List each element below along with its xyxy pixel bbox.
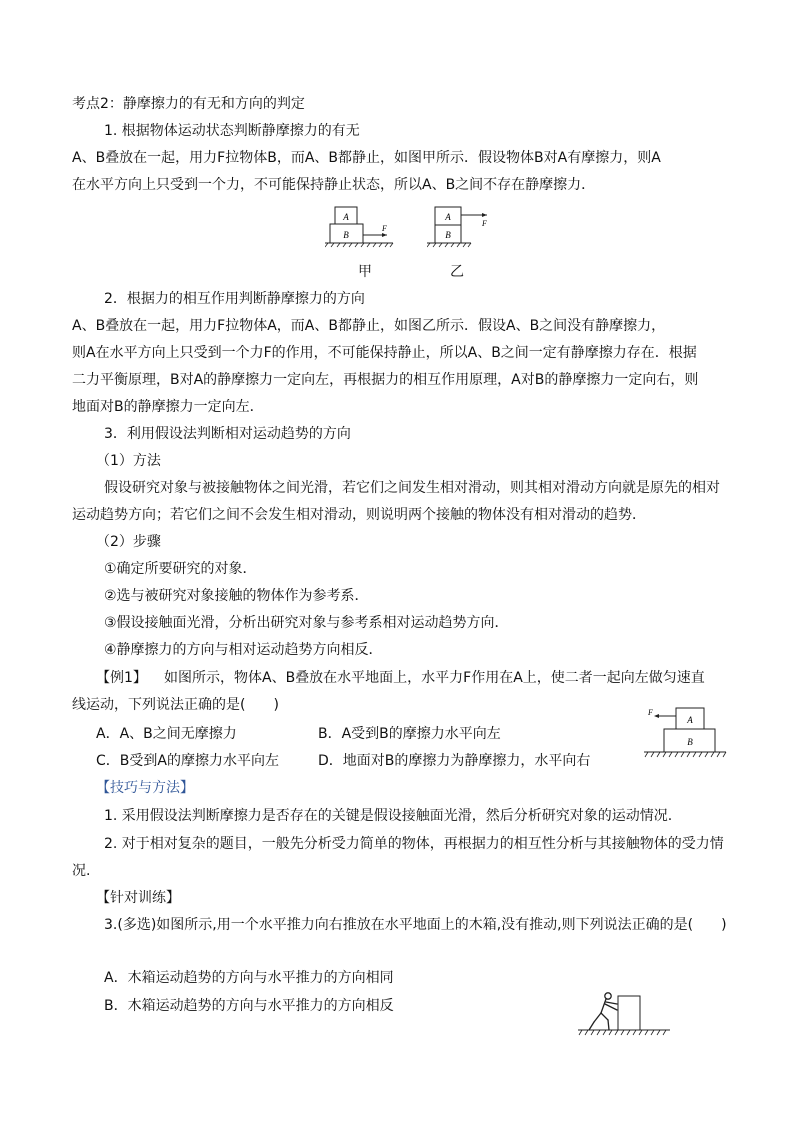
example-tag: 【例1】: [96, 670, 147, 686]
q3-option-b: B．木箱运动趋势的方向与水平推力的方向相反: [104, 998, 394, 1014]
option-a: A．A、B之间无摩擦力: [96, 726, 237, 742]
step-item: ④静摩擦力的方向与相对运动趋势方向相反．: [104, 642, 383, 658]
figure-caption-yi: 乙: [450, 264, 464, 280]
question-3: 3.(多选)如图所示,用一个水平推力向右推放在水平地面上的木箱,没有推动,则下列说法正确的是( ): [104, 917, 727, 933]
tip-line: 1. 采用假设法判断摩擦力是否存在的关键是假设接触面光滑，然后分析研究对象的运动情况.: [104, 808, 673, 824]
s1-title: 1. 根据物体运动状态判断静摩擦力的有无: [104, 123, 360, 139]
block-b-label: B: [687, 737, 693, 747]
s1-paragraph-line: 在水平方向上只受到一个力，不可能保持静止状态，所以A、B之间不存在静摩擦力．: [72, 177, 596, 193]
section-heading: 考点2：静摩擦力的有无和方向的判定: [72, 96, 305, 112]
person-pushing-icon: [589, 993, 617, 1030]
tip-line: 2. 对于相对复杂的题目，一般先分析受力简单的物体，再根据力的相互性分析与其接触物体的受力情: [104, 836, 724, 852]
s3-title: 3．利用假设法判断相对运动趋势的方向: [104, 426, 351, 442]
figure-yi: [427, 203, 507, 249]
example-figure: [644, 702, 728, 762]
option-b: B．A受到B的摩擦力水平向左: [318, 726, 501, 742]
force-label: F: [482, 219, 487, 228]
ground-hatch: [325, 243, 393, 247]
option-c: C．B受到A的摩擦力水平向左: [96, 753, 279, 769]
block-a-label: A: [687, 715, 693, 725]
s2-paragraph-line: 二力平衡原理，B对A的静摩擦力一定向左，再根据力的相互作用原理，A对B的静摩擦力一定向右，则: [72, 372, 699, 388]
ground-hatch: [645, 752, 726, 757]
s2-title: 2．根据力的相互作用判断静摩擦力的方向: [104, 291, 365, 307]
s3-steps-title: （2）步骤: [96, 534, 161, 550]
push-box-figure: [576, 988, 672, 1040]
s2-paragraph-line: 地面对B的静摩擦力一定向左．: [72, 399, 264, 415]
s3-method-title: （1）方法: [96, 453, 161, 469]
q3-option-a: A．木箱运动趋势的方向与水平推力的方向相同: [104, 970, 394, 986]
ground-hatch: [579, 1030, 666, 1035]
option-d: D．地面对B的摩擦力为静摩擦力，水平向右: [318, 753, 591, 769]
force-label: F: [382, 224, 387, 233]
step-item: ②选与被研究对象接触的物体作为参考系．: [104, 588, 369, 604]
s3-method-line: 假设研究对象与被接触物体之间光滑，若它们之间发生相对滑动，则其相对滑动方向就是原先的相对: [104, 480, 720, 496]
block-a-label: A: [445, 212, 451, 222]
arrow-head-icon: [482, 213, 487, 217]
step-item: ③假设接触面光滑，分析出研究对象与参考系相对运动趋势方向．: [104, 615, 509, 631]
force-label: F: [648, 708, 653, 717]
block-b-label: B: [343, 230, 349, 240]
example-question-line: 如图所示，物体A、B叠放在水平地面上，水平力F作用在A上，使二者一起向左做匀速直: [164, 670, 705, 686]
block-a-label: A: [343, 212, 349, 222]
training-title: 【针对训练】: [96, 890, 180, 906]
tips-title: 【技巧与方法】: [96, 780, 194, 796]
s2-paragraph-line: 则A在水平方向上只受到一个力F的作用，不可能保持静止，所以A、B之间一定有静摩擦力存在．根据: [72, 345, 697, 361]
figure-jia: [325, 203, 405, 249]
tip-line: 况.: [72, 863, 91, 879]
ground-hatch: [427, 243, 471, 247]
arrow-head-icon: [654, 714, 659, 718]
example-question-line: 线运动，下列说法正确的是( ): [72, 697, 279, 713]
wooden-box: [618, 996, 640, 1030]
block-b-label: B: [445, 230, 451, 240]
s3-method-line: 运动趋势方向；若它们之间不会发生相对滑动，则说明两个接触的物体没有相对滑动的趋势．: [72, 507, 646, 523]
step-item: ①确定所要研究的对象．: [104, 561, 257, 577]
s2-paragraph-line: A、B叠放在一起，用力F拉物体A，而A、B都静止，如图乙所示．假设A、B之间没有静摩擦力，: [72, 318, 666, 334]
arrow-head-icon: [382, 233, 387, 237]
figure-caption-jia: 甲: [358, 264, 372, 280]
s1-paragraph-line: A、B叠放在一起，用力F拉物体B，而A、B都静止，如图甲所示．假设物体B对A有摩擦力，则A: [72, 150, 661, 166]
